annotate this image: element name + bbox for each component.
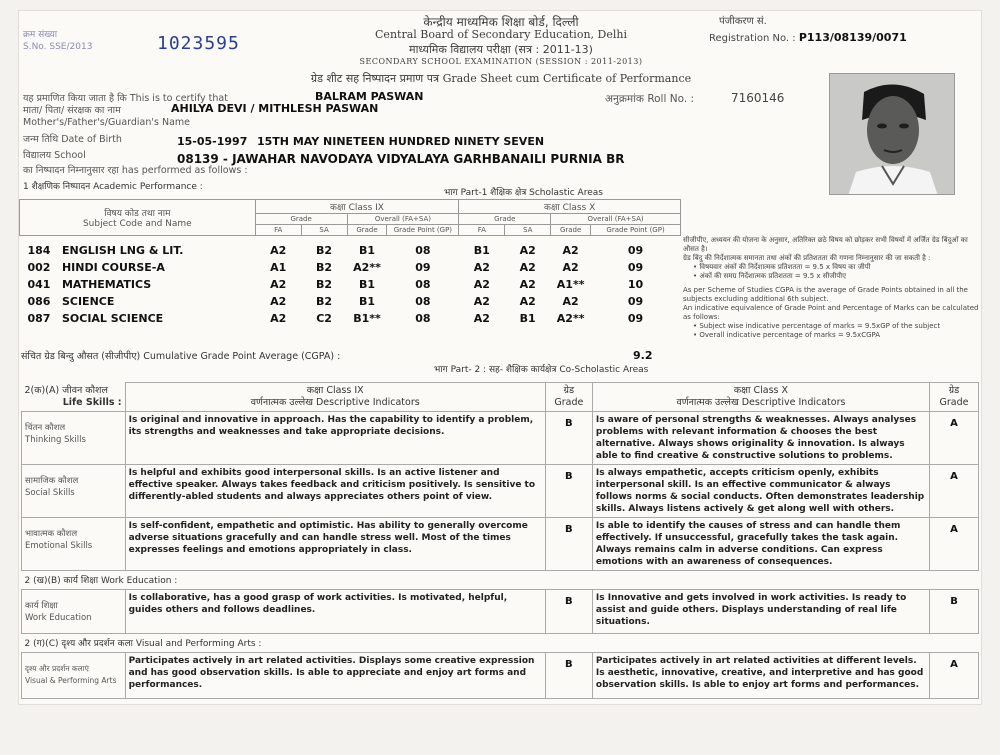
- exam-name: SECONDARY SCHOOL EXAMINATION (SESSION : 2011-2013): [359, 57, 643, 66]
- parent-label-hindi: माता/ पिता/ संरक्षक का नाम: [23, 105, 121, 116]
- social-ix-desc: Is helpful and exhibits good interpersonal skills. Is an active listener and effective speaker. Always takes feedback and criticism positively. Is sensitive to differently-abled students and always appreciates others point of view.: [125, 465, 545, 518]
- thinking-x-desc: Is aware of personal strengths & weaknesses. Always analyses problems with relevant information & chooses the best alternative. Always shows originality & innovation. Is always able to find creative & constructive solutions to problems.: [592, 412, 929, 465]
- serial-number: 1023595: [157, 33, 240, 54]
- emotional-skills-row: [22, 518, 979, 571]
- roll-number: 7160146: [731, 91, 785, 105]
- subject-row: 184 ENGLISH LNG & LIT. A2 B2 B1 08 B1 A2 A2 09: [27, 243, 644, 257]
- arts-x-desc: Participates actively in art related activities at different levels. Is aesthetic, innovative, creative, and interpretive and has good observation skills. Is able to enjoy art forms and performances.: [592, 653, 929, 699]
- work-education-title: 2 (ख)(B) कार्य शिक्षा Work Education :: [24, 576, 178, 586]
- work-ix-desc: Is collaborative, has a good grasp of work activities. Is motivated, helpful, guides others and follows deadlines.: [125, 590, 545, 634]
- class-ix-grade-header: ग्रेड Grade: [545, 383, 592, 412]
- serial-label: क्रम संख्या S.No. SSE/2013: [23, 30, 93, 52]
- academic-table: [19, 199, 681, 327]
- social-ix-grade: B: [545, 465, 592, 518]
- cgpa-notes: सीजीपीए, अध्ययन की योजना के अनुसार, अतिरिक्त छठे विषय को छोड़कर सभी विषयों में अर्जित ग्रेड बिंदुओं का औसत है। ग्रेड बिंदु की निर्देशात्मक समानता तथा अंकों की प्रतिशतता की गणना निम्नानुसार की जा सकती है : • विषयवार अंकों की निर्देशात्मक प्रतिशतता = 9.5 x विषय का जीपी • अंकों की समग्र निर्देशात्मक प्रतिशतता = 9.5 x सीजीपीए As per Scheme of Studies CGPA is the average of Grade Points obtained in all the subjects excluding additional 6th subject. An indicative equivalence of Grade Point and Percentage of Marks can be calculated as follows: • Subject wise indicative percentage of marks = 9.5xGP of the subject • Overall indicative percentage of marks = 9.5xCGPA: [683, 236, 979, 339]
- board-name-hindi: केन्द्रीय माध्यमिक शिक्षा बोर्ड, दिल्ली: [423, 15, 579, 29]
- cgpa-label: संचित ग्रेड बिन्दु औसत (सीजीपीए) Cumulative Grade Point Average (CGPA) :: [21, 351, 341, 362]
- co-scholastic-table: [21, 382, 979, 699]
- arts-ix-desc: Participates actively in art related activities. Displays some creative expression and has good observation skills. Is able to appreciate and enjoy art forms and performances.: [125, 653, 545, 699]
- thinking-ix-grade: B: [545, 412, 592, 465]
- sa-header: SA: [505, 225, 551, 236]
- exam-name-hindi: माध्यमिक विद्यालय परीक्षा (सत्र : 2011-13): [409, 43, 593, 56]
- emotional-skills-area: भावात्मक कौशल Emotional Skills: [22, 518, 126, 571]
- class-ix-descriptive-header: कक्षा Class IX वर्णनात्मक उल्लेख Descriptive Indicators: [125, 383, 545, 412]
- emotional-ix-grade: B: [545, 518, 592, 571]
- social-skills-row: [22, 465, 979, 518]
- performed-label: का निष्पादन निम्नानुसार रहा has performed as follows :: [23, 165, 248, 176]
- thinking-skills-area: चिंतन कौशल Thinking Skills: [22, 412, 126, 465]
- visual-arts-area: दृश्य और प्रदर्शन कलाएं Visual & Performing Arts: [22, 653, 126, 699]
- social-x-grade: A: [930, 465, 979, 518]
- arts-ix-grade: B: [545, 653, 592, 699]
- visual-arts-row: [22, 653, 979, 699]
- work-x-desc: Is Innovative and gets involved in work activities. Is ready to assist and guide others. Displays understanding of real life situations.: [592, 590, 929, 634]
- subject-row: 086 SCIENCE A2 B2 B1 08 A2 A2 A2 09: [27, 294, 644, 308]
- grade-sheet: [18, 10, 982, 705]
- cgpa-value: 9.2: [633, 349, 653, 362]
- life-skills-label: 2(क)(A) जीवन कौशल Life Skills :: [24, 384, 122, 408]
- thinking-ix-desc: Is original and innovative in approach. Has the capability to identify a problem, its strengths and weaknesses and take appropriate decisions.: [125, 412, 545, 465]
- work-x-grade: B: [930, 590, 979, 634]
- dob-words: 15TH MAY NINETEEN HUNDRED NINETY SEVEN: [257, 135, 545, 148]
- emotional-x-grade: A: [930, 518, 979, 571]
- student-photo: [829, 73, 955, 195]
- roll-label: अनुक्रमांक Roll No. :: [605, 93, 695, 105]
- subject-row: 002 HINDI COURSE-A A1 B2 A2** 09 A2 A2 A2 09: [27, 260, 644, 274]
- subject-row: 087 SOCIAL SCIENCE A2 C2 B1** 08 A2 B1 A2** 09: [27, 311, 644, 325]
- student-name: BALRAM PASWAN: [315, 90, 424, 103]
- life-skills-header: [22, 383, 979, 412]
- fa-header: FA: [255, 225, 301, 236]
- class-x-header: कक्षा Class X: [459, 200, 681, 214]
- work-education-row: [22, 590, 979, 634]
- dob-label: जन्म तिथि Date of Birth: [23, 134, 122, 145]
- class-x-grade-header: ग्रेड Grade: [930, 383, 979, 412]
- social-skills-area: सामाजिक कौशल Social Skills: [22, 465, 126, 518]
- grade-header: Grade: [255, 214, 347, 225]
- social-x-desc: Is always empathetic, accepts criticism openly, exhibits interpersonal skill. Is an effective communicator & always follows norms & social conducts. Often demonstrates leadership skills. Always listens actively & get along well with others.: [592, 465, 929, 518]
- visual-arts-title: 2 (ग)(C) दृश्य और प्रदर्शन कला Visual and Performing Arts :: [24, 639, 262, 649]
- dob-value: 15-05-1997: [177, 135, 248, 148]
- sheet-title: ग्रेड शीट सह निष्पादन प्रमाण पत्र Grade Sheet cum Certificate of Performance: [310, 72, 692, 85]
- overall-header: Overall (FA+SA): [551, 214, 681, 225]
- thinking-skills-row: [22, 412, 979, 465]
- thinking-x-grade: A: [930, 412, 979, 465]
- emotional-ix-desc: Is self-confident, empathetic and optimistic. Has ability to generally overcome adverse situations gracefully and can handle stress well. Most of the times expresses feelings and emotions appropriately in class.: [125, 518, 545, 571]
- arts-x-grade: A: [930, 653, 979, 699]
- school-name: 08139 - JAWAHAR NAVODAYA VIDYALAYA GARHBANAILI PURNIA BR: [177, 152, 625, 166]
- parent-label: Mother's/Father's/Guardian's Name: [23, 117, 191, 128]
- co-scholastic-part-title: भाग Part- 2 : सह- शैक्षिक कार्यक्षेत्र Co-Scholastic Areas: [434, 365, 649, 375]
- parent-names: AHILYA DEVI / MITHLESH PASWAN: [171, 102, 379, 115]
- gp-col-header: Grade Point (GP): [387, 225, 459, 236]
- subject-header: विषय कोड तथा नाम Subject Code and Name: [20, 200, 256, 236]
- subject-row: 041 MATHEMATICS A2 B2 B1 08 A2 A2 A1** 10: [27, 277, 644, 291]
- class-ix-header: कक्षा Class IX: [255, 200, 459, 214]
- emotional-x-desc: Is able to identify the causes of stress and can handle them effectively. If unsuccessful, gracefully takes the task again. Always remains calm in adverse conditions. Can express emotions with an awareness of consequences.: [592, 518, 929, 571]
- academic-section-title: 1 शैक्षणिक निष्पादन Academic Performance :: [23, 182, 203, 192]
- board-name: Central Board of Secondary Education, Delhi: [375, 28, 627, 41]
- overall-header: Overall (FA+SA): [347, 214, 459, 225]
- school-label: विद्यालय School: [23, 150, 86, 161]
- class-x-descriptive-header: कक्षा Class X वर्णनात्मक उल्लेख Descriptive Indicators: [592, 383, 929, 412]
- registration-number: Registration No. : P113/08139/0071: [709, 31, 907, 44]
- grade-col-header: Grade: [347, 225, 387, 236]
- registration-label-hindi: पंजीकरण सं.: [719, 16, 767, 27]
- grade-col-header: Grade: [551, 225, 591, 236]
- work-ix-grade: B: [545, 590, 592, 634]
- scholastic-part-title: भाग Part-1 शैक्षिक क्षेत्र Scholastic Areas: [444, 188, 603, 198]
- work-education-area: कार्य शिक्षा Work Education: [22, 590, 126, 634]
- sa-header: SA: [301, 225, 347, 236]
- certify-label: यह प्रमाणित किया जाता है कि This is to certify that: [23, 93, 228, 104]
- fa-header: FA: [459, 225, 505, 236]
- grade-header: Grade: [459, 214, 551, 225]
- gp-col-header: Grade Point (GP): [591, 225, 681, 236]
